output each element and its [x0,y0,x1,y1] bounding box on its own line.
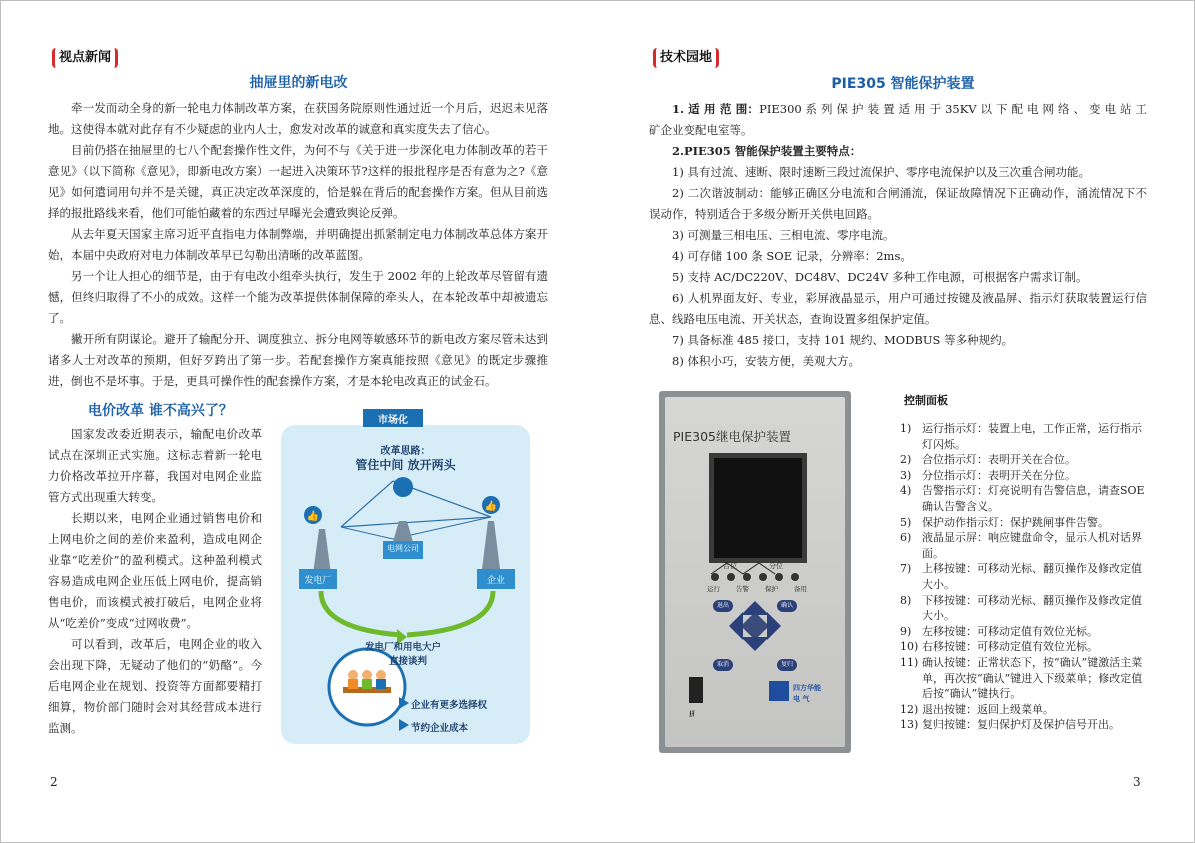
spare-led [791,573,799,581]
infographic-save-cost: 节约企业成本 [411,723,469,734]
panel-item [900,655,1150,702]
panel-item [900,421,1150,452]
panel-item-text: 左移按键：可移动定值有效位光标。 [922,624,1098,638]
panel-item-text: 确认按键：正常状态下，按“确认”键激活主菜单，再次按“确认”键进入下级菜单；修改定值后按“确认”键执行。 [922,655,1143,701]
feature-number: 2) [672,186,684,200]
led-label-alarm: 告警 [736,585,749,593]
panel-item-text: 告警指示灯：灯亮说明有告警信息，请查SOE 确认告警含义。 [922,484,1145,513]
panel-item-number: 12) [900,702,919,716]
panel-item [900,561,1150,592]
feature-item [649,246,1147,267]
device-panel-image [659,391,851,753]
feature-item [649,162,1147,183]
panel-item [900,702,1150,718]
panel-item [900,515,1150,531]
panel-item-number: 9) [900,624,912,638]
panel-item-number: 8) [900,593,912,607]
panel-item-text: 分位指示灯：表明开关在分位。 [922,468,1076,482]
panel-item-text: 液晶显示屏：响应键盘命令，显示人机对话界面。 [922,531,1142,560]
subarticle-paragraph: 可以看到，改革后，电网企业的收入会出现下降，无疑动了他们的“奶酪”。今后电网企业在规划、投资等方面都要精打细算，物价部门随时会对其经营成本进行监测。 [48,637,262,735]
cancel-button[interactable]: 取消 [713,659,733,671]
article-paragraph: 目前仍搭在抽屉里的七八个配套操作性文件，为何不与《关于进一步深化电力体制改革的若干意见》（以下简称《意见》，即新电改方案）一起进入决策环节?这样的报批程序是否有意为之?《意见》如何遣词用句并不是关键，真正决定改革深度的，恰是躲在背后的配套操作方案。但从目前选择的报批路线来看，他们可能怕藏着的东西过早曝光会遭致舆论反弹。 [48,143,548,220]
reform-infographic [281,409,530,744]
alarm-led [743,573,751,581]
article-body [48,98,548,392]
feature-item [649,330,1147,351]
hewei-label: 合位 [723,562,737,570]
scope-block [649,99,1147,141]
feature-item [649,225,1147,246]
panel-item-text: 退出按键：返回上级菜单。 [922,702,1054,716]
panel-item-text: 复归按键：复归保护灯及保护信号开出。 [922,718,1120,732]
feature-text: 具有过流、速断、限时速断三段过流保护、零序电流保护以及三次重合闸功能。 [687,165,1090,179]
panel-item-number: 3) [900,468,912,482]
panel-item [900,624,1150,640]
panel-item-number: 6) [900,531,912,545]
panel-item-number: 10) [900,640,919,654]
feature-number: 3) [672,228,684,242]
usb-icon: ⭿ [689,710,695,720]
reset-button[interactable]: 复归 [777,659,797,671]
feature-number: 8) [672,354,684,368]
panel-item-text: 合位指示灯：表明开关在合位。 [922,453,1076,467]
panel-item-text: 下移按键：可移动光标、翻页操作及修改定值大小。 [922,593,1142,623]
led-label-run: 运行 [707,585,720,593]
up-arrow-icon [741,601,769,615]
brand-label-2: 电 气 [793,694,810,703]
infographic-idea-text: 管住中间 放开两头 [355,458,456,472]
back-button[interactable]: 退出 [713,600,733,612]
down-arrow-icon [741,637,769,651]
panel-item [900,717,1150,733]
feature-text: 二次谐波制动：能够正确区分电流和合闸涌流，保证故障情况下正确动作，涌流情况下不误动作，特别适合于多级分断开关供电回路。 [649,186,1148,221]
infographic-grid-company: 电网公司 [387,544,419,553]
fenwei-label: 分位 [769,562,783,570]
subarticle-paragraph: 国家发改委近期表示，输配电价改革试点在深圳正式实施。这标志着新一轮电力价格改革拉开序幕，我国对电网企业监管方式出现重大转变。 [48,427,262,504]
infographic-idea-title: 改革思路： [380,446,431,457]
panel-item [900,593,1150,624]
panel-item-number: 1) [900,422,912,435]
panel-item-number: 5) [900,515,912,529]
feature-number: 5) [672,270,684,284]
feature-text: 人机界面友好、专业，彩屏液晶显示，用户可通过按键及液晶屏、指示灯获取装置运行信息、线路电压电流、开关状态，查询设置多组保护定值。 [649,291,1148,326]
feature-item [649,288,1147,330]
page-number-right: 3 [1133,775,1141,789]
panel-item-number: 13) [900,718,919,732]
article-paragraph: 另一个让人担心的细节是，由于有电改小组牵头执行，发生于 2002 年的上轮改革尽管留有遗憾，但终归取得了不小的成效。这样一个能为改革提供体制保障的牵头人，在本轮改革中却被遗忘了。 [48,269,548,325]
infographic-more-choice: 企业有更多选择权 [411,700,488,711]
usb-port [689,677,703,703]
section-tag-tech: 技术园地 [653,48,719,68]
article-paragraph: 牵一发而动全身的新一轮电力体制改革方案，在获国务院原则性通过近一个月后，迟迟未见落地。这使得本就对此存有不少疑虑的业内人士，愈发对改革的诚意和真实度失去了信心。 [48,101,548,136]
article-paragraph: 撇开所有阴谋论。避开了输配分开、调度独立、拆分电网等敏感环节的新电改方案尽管未达到诸多人士对改革的预期，但好歹跨出了第一步。若配套操作方案真能按照《意见》的既定步骤推进，倒也不是坏事。于是，更具可操作性的配套操作方案，才是本轮电改真正的试金石。 [48,332,548,388]
page-number-left: 2 [50,775,58,789]
right-arrow-icon [767,612,781,640]
panel-item [900,530,1150,561]
svg-text:👍: 👍 [306,511,320,522]
infographic-direct: 发电厂和用电大户 [365,642,442,653]
brand-logo-icon [769,681,789,701]
panel-items-list [900,421,1150,733]
article-subtitle: 电价改革 谁不高兴了？ [88,403,233,419]
handshake-icon [393,477,413,497]
subarticle-body [48,424,262,739]
panel-item [900,468,1150,484]
feature-item [649,183,1147,225]
feature-text: 支持 AC/DC220V、DC48V、DC24V 多种工作电源，可根据客户需求订制。 [687,270,1088,284]
feature-item [649,267,1147,288]
feature-number: 4) [672,249,684,263]
panel-item-text: 上移按键：可移动光标、翻页操作及修改定值大小。 [922,562,1142,591]
svg-text:👍: 👍 [484,501,498,512]
feature-number: 7) [672,333,684,347]
led-label-spare: 备用 [794,585,807,593]
feature-text: 体积小巧，安装方便，美观大方。 [687,354,860,368]
panel-item [900,639,1150,655]
subarticle-paragraph: 长期以来，电网企业通过销售电价和上网电价之间的差价来盈利，造成电网企业靠“吃差价”的盈利模式。这种盈利模式容易造成电网企业压低上网电价，提高销售电价，而该模式被打破后，电网企业将从“吃差价”变成“过网收费”。 [48,511,262,630]
infographic-tag: 市场化 [378,415,408,426]
run-led [711,573,719,581]
open-position-led [775,573,783,581]
panel-item-number: 7) [900,562,912,576]
panel-item-text: 保护动作指示灯：保护跳闸事件告警。 [922,515,1109,529]
confirm-button[interactable]: 确认 [777,600,797,612]
features-list [649,162,1147,372]
led-label-row [707,584,807,593]
panel-item-text: 运行指示灯：装置上电，工作正常，运行指示灯闪烁。 [922,422,1142,451]
features-title: 2.PIE305 智能保护装置主要特点： [672,144,862,158]
led-label-protect: 保护 [765,585,778,593]
protection-led [759,573,767,581]
panel-title: 控制面板 [904,394,948,407]
left-page [0,0,597,843]
infographic-direct-2: 直接谈判 [389,656,428,667]
right-page [597,0,1195,843]
feature-text: 可测量三相电压、三相电流、零序电流。 [687,228,895,242]
panel-item [900,483,1150,514]
section-tag-news: 视点新闻 [52,48,118,68]
product-title: PIE305 智能保护装置 [831,76,975,92]
infographic-enterprise: 企业 [486,576,505,586]
panel-item-number: 2) [900,453,912,467]
feature-number: 1) [672,165,684,179]
brand-label: 四方华能 [793,683,821,692]
nav-center [741,612,769,640]
scope-label: 1. 适 用 范 围： [672,102,760,116]
close-position-led [727,573,735,581]
panel-item [900,452,1150,468]
panel-item-number: 11) [900,655,919,669]
feature-text: 具备标准 485 接口，支持 101 规约、MODBUS 等多种规约。 [687,333,1014,347]
feature-item [649,351,1147,372]
feature-text: 可存储 100 条 SOE 记录，分辨率：2ms。 [687,249,912,263]
feature-number: 6) [672,291,684,305]
device-indicators-svg [659,391,851,753]
article-paragraph: 从去年夏天国家主席习近平直指电力体制弊端，并明确提出抓紧制定电力体制改革总体方案开始，本届中央政府对电力体制改革早已勾勒出清晰的改革蓝图。 [48,227,548,262]
panel-item-number: 4) [900,484,912,498]
device-name-label: PIE305继电保护装置 [673,429,791,444]
infographic-power-plant: 发电厂 [304,576,332,586]
article-title: 抽屉里的新电改 [249,75,348,91]
panel-item-text: 右移按键：可移动定值有效位光标。 [922,640,1098,654]
scope-text: PIE300 系 列 保 护 装 置 适 用 于 35KV 以 下 配 电 网 络 、 变 电 站 工矿企业变配电室等。 [649,102,1147,137]
features-block [649,141,1147,372]
left-arrow-icon [729,612,743,640]
